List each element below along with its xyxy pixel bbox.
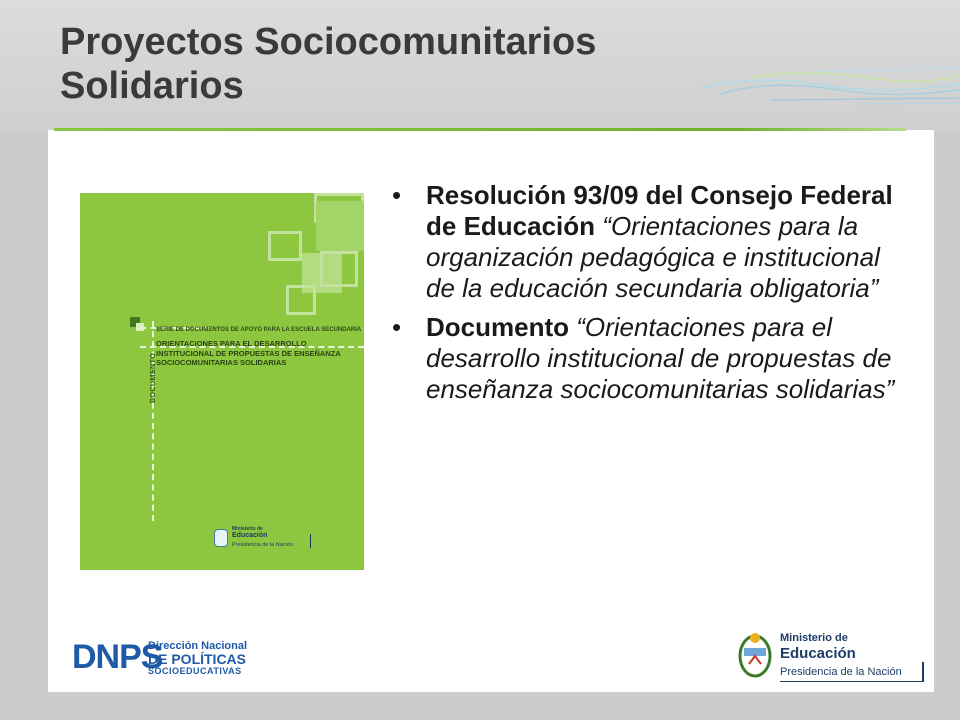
bullet-bold-text: Resolución 93/09 del Consejo Federal de Educación	[426, 180, 893, 241]
dnps-line3: SOCIOEDUCATIVAS	[148, 666, 242, 676]
cover-square	[268, 231, 302, 261]
list-item	[392, 312, 912, 405]
dnps-line1: Dirección Nacional	[148, 640, 248, 652]
dnps-acronym: DNPS	[72, 638, 163, 676]
ministry-line2: Educación	[780, 645, 856, 662]
cover-title	[156, 339, 361, 368]
dnps-line2: DE POLÍTICAS	[148, 651, 247, 667]
cover-title-line: ORIENTACIONES PARA EL DESARROLLO	[156, 339, 307, 348]
ministry-line3: Presidencia de la Nación	[780, 666, 902, 678]
bullet-italic-text: “Orientaciones para la organización pedagógica e institucional de la educación secundaria obligatoria”	[426, 211, 880, 303]
cover-square	[316, 201, 364, 251]
ministry-logo-underline	[780, 681, 924, 682]
slide-title	[60, 20, 760, 108]
slide-title-line1: Proyectos Sociocomunitarios	[60, 21, 597, 63]
cover-dashed-line	[152, 321, 154, 521]
cover-title-line: SOCIOCOMUNITARIAS SOLIDARIAS	[156, 358, 287, 367]
cover-square	[286, 285, 316, 315]
right-margin	[934, 130, 960, 720]
cover-logo-line1: Ministerio de	[232, 526, 263, 532]
cover-logo-line2: Educación	[232, 532, 268, 539]
cover-vertical-label: DOCUMENTO	[150, 352, 157, 403]
left-margin	[0, 130, 48, 720]
bullet-icon: •	[392, 312, 402, 342]
shield-icon	[214, 529, 228, 547]
cover-series: SERIE DE DOCUMENTOS DE APOYO PARA LA ESCUELA SECUNDARIA	[156, 327, 362, 333]
cover-square	[320, 251, 358, 287]
slide-title-line2: Solidarios	[60, 65, 244, 107]
cover-logo-line3: Presidencia de la Nación	[232, 542, 293, 548]
cover-title-line: INSTITUCIONAL DE PROPUESTAS DE ENSEÑANZA	[156, 348, 341, 358]
bullet-bold-text: Documento	[426, 312, 569, 342]
title-underline	[54, 128, 906, 131]
dnps-logo	[72, 634, 262, 680]
decorative-lines	[660, 58, 960, 108]
list-item	[392, 180, 912, 304]
ministry-line1: Ministerio de	[780, 632, 848, 644]
bullet-italic-text: “Orientaciones para el desarrollo institucional de propuestas de enseñanza sociocomunitarias solidarias”	[426, 312, 895, 404]
cover-ministry-logo	[214, 526, 314, 556]
coat-of-arms-icon	[738, 630, 772, 678]
bullet-icon: •	[392, 180, 402, 210]
cover-logo-bar	[310, 534, 311, 548]
ministry-logo-bar	[922, 662, 924, 682]
bullet-list	[392, 180, 912, 413]
document-cover	[80, 193, 364, 570]
ministry-logo	[738, 628, 928, 690]
bottom-margin	[0, 690, 960, 720]
